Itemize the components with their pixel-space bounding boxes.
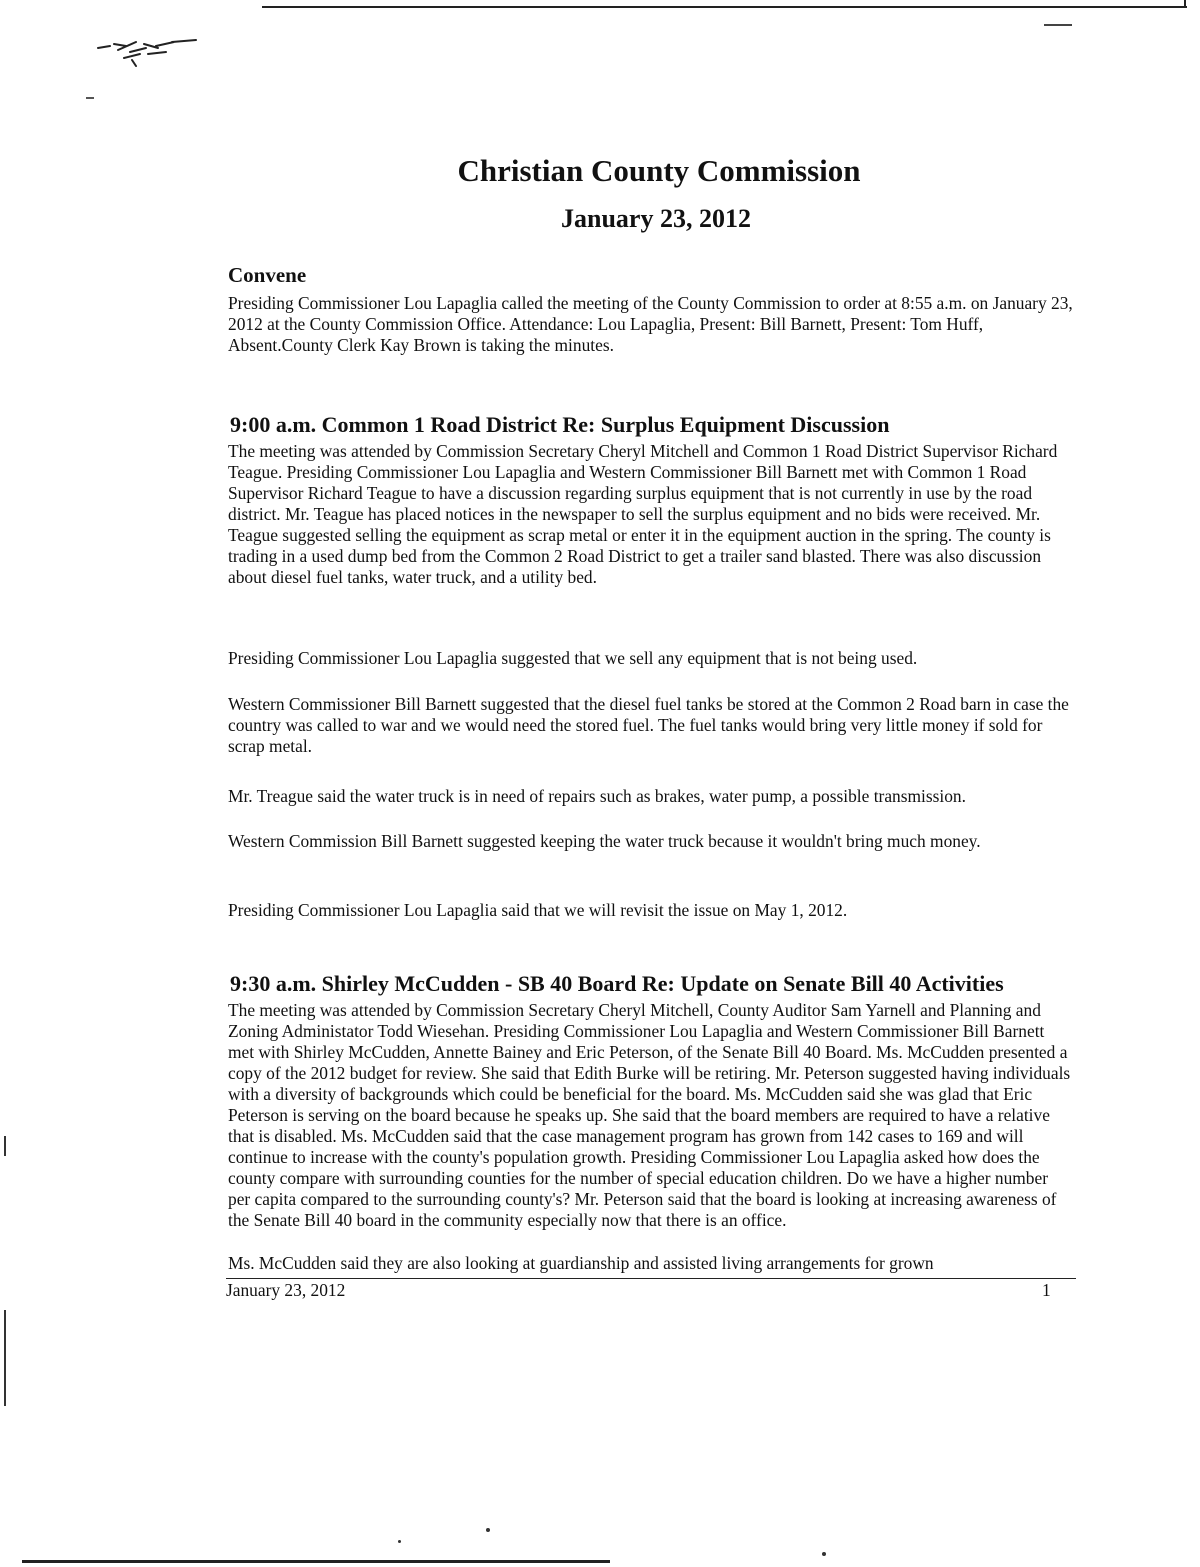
surplus-paragraph-2: Presiding Commissioner Lou Lapaglia suggested that we sell any equipment that is not being used. xyxy=(228,648,918,668)
surplus-paragraph-4: Mr. Treague said the water truck is in need of repairs such as brakes, water pump, a possible transmission. xyxy=(228,786,966,806)
footer-date: January 23, 2012 xyxy=(226,1280,346,1300)
page-number: 1 xyxy=(1042,1280,1051,1300)
sb40-paragraph-1: The meeting was attended by Commission Secretary Cheryl Mitchell, County Auditor Sam Yarnell and Planning and Zoning Administator Todd Wiesehan. Presiding Commissioner Lou Lapaglia and Western Commissioner Bill Barnett met with Shirley McCudden, Annette Bainey and Eric Peterson, of the Senate Bill 40 Board. Ms. McCudden presented a copy of the 2012 budget for review. She said that Edith Burke will be retiring. Mr. Peterson suggested having individuals with a diversity of backgrounds which could be beneficial for the board. Ms. McCudden said she was glad that Eric Peterson is serving on the board because he speaks up. She said that the board members are required to have a relative that is disabled. Ms. McCudden said that the case management program has grown from 142 cases to 169 and will continue to increase with the county's population growth. Presiding Commissioner Lou Lapaglia asked how does the county compare with surrounding counties for the number of special education children. Do we have a higher number per capita compared to the surrounding county's? Mr. Peterson said that the board is looking at increasing awareness of the Senate Bill 40 board in the community especially now that there is an office. xyxy=(228,1000,1071,1230)
footer-rule xyxy=(226,1278,1076,1279)
section-heading-convene: Convene xyxy=(228,263,307,287)
surplus-paragraph-6: Presiding Commissioner Lou Lapaglia said that we will revisit the issue on May 1, 2012. xyxy=(228,900,848,920)
scan-speck xyxy=(486,1528,490,1532)
scan-speck xyxy=(398,1540,401,1543)
scan-speck xyxy=(822,1552,826,1556)
scan-mark xyxy=(86,97,94,99)
surplus-paragraph-3: Western Commissioner Bill Barnett suggested that the diesel fuel tanks be stored at the Common 2 Road barn in case the country was called to war and we would need the stored fuel. The fuel tanks would bring very little money if sold for scrap metal. xyxy=(228,694,1069,756)
scan-edge-mark xyxy=(4,1136,6,1156)
scan-scribble-mark xyxy=(96,36,206,72)
convene-paragraph: Presiding Commissioner Lou Lapaglia called the meeting of the County Commission to order at 8:55 a.m. on January 23, 2012 at the County Commission Office. Attendance: Lou Lapaglia, Present: Bill Barnett, Present: Tom Huff, Absent.County Clerk Kay Brown is taking the minutes. xyxy=(228,293,1073,355)
section-heading-surplus-equipment: 9:00 a.m. Common 1 Road District Re: Surplus Equipment Discussion xyxy=(230,412,890,437)
scan-mark xyxy=(1044,24,1072,26)
surplus-paragraph-5: Western Commission Bill Barnett suggested keeping the water truck because it wouldn't bring much money. xyxy=(228,831,981,851)
section-heading-sb40: 9:30 a.m. Shirley McCudden - SB 40 Board Re: Update on Senate Bill 40 Activities xyxy=(230,971,1004,996)
scan-edge-mark xyxy=(4,1310,6,1406)
document-title: Christian County Commission xyxy=(457,153,861,188)
scan-border-bottom xyxy=(22,1560,610,1563)
document-date: January 23, 2012 xyxy=(561,204,751,233)
sb40-paragraph-2: Ms. McCudden said they are also looking at guardianship and assisted living arrangements for grown xyxy=(228,1253,934,1273)
surplus-paragraph-1: The meeting was attended by Commission Secretary Cheryl Mitchell and Common 1 Road District Supervisor Richard Teague. Presiding Commissioner Lou Lapaglia and Western Commissioner Bill Barnett met with Common 1 Road Supervisor Richard Teague to have a discussion regarding surplus equipment that is not currently in use by the road district. Mr. Teague has placed notices in the newspaper to sell the surplus equipment and no bids were received. Mr. Teague suggested selling the equipment as scrap metal or enter it in the equipment auction in the spring. The county is trading in a used dump bed from the Common 2 Road District to get a trailer sand blasted. There was also discussion about diesel fuel tanks, water truck, and a utility bed. xyxy=(228,441,1058,587)
scan-border-top xyxy=(262,6,1187,8)
scan-border-tick xyxy=(1184,0,1186,8)
